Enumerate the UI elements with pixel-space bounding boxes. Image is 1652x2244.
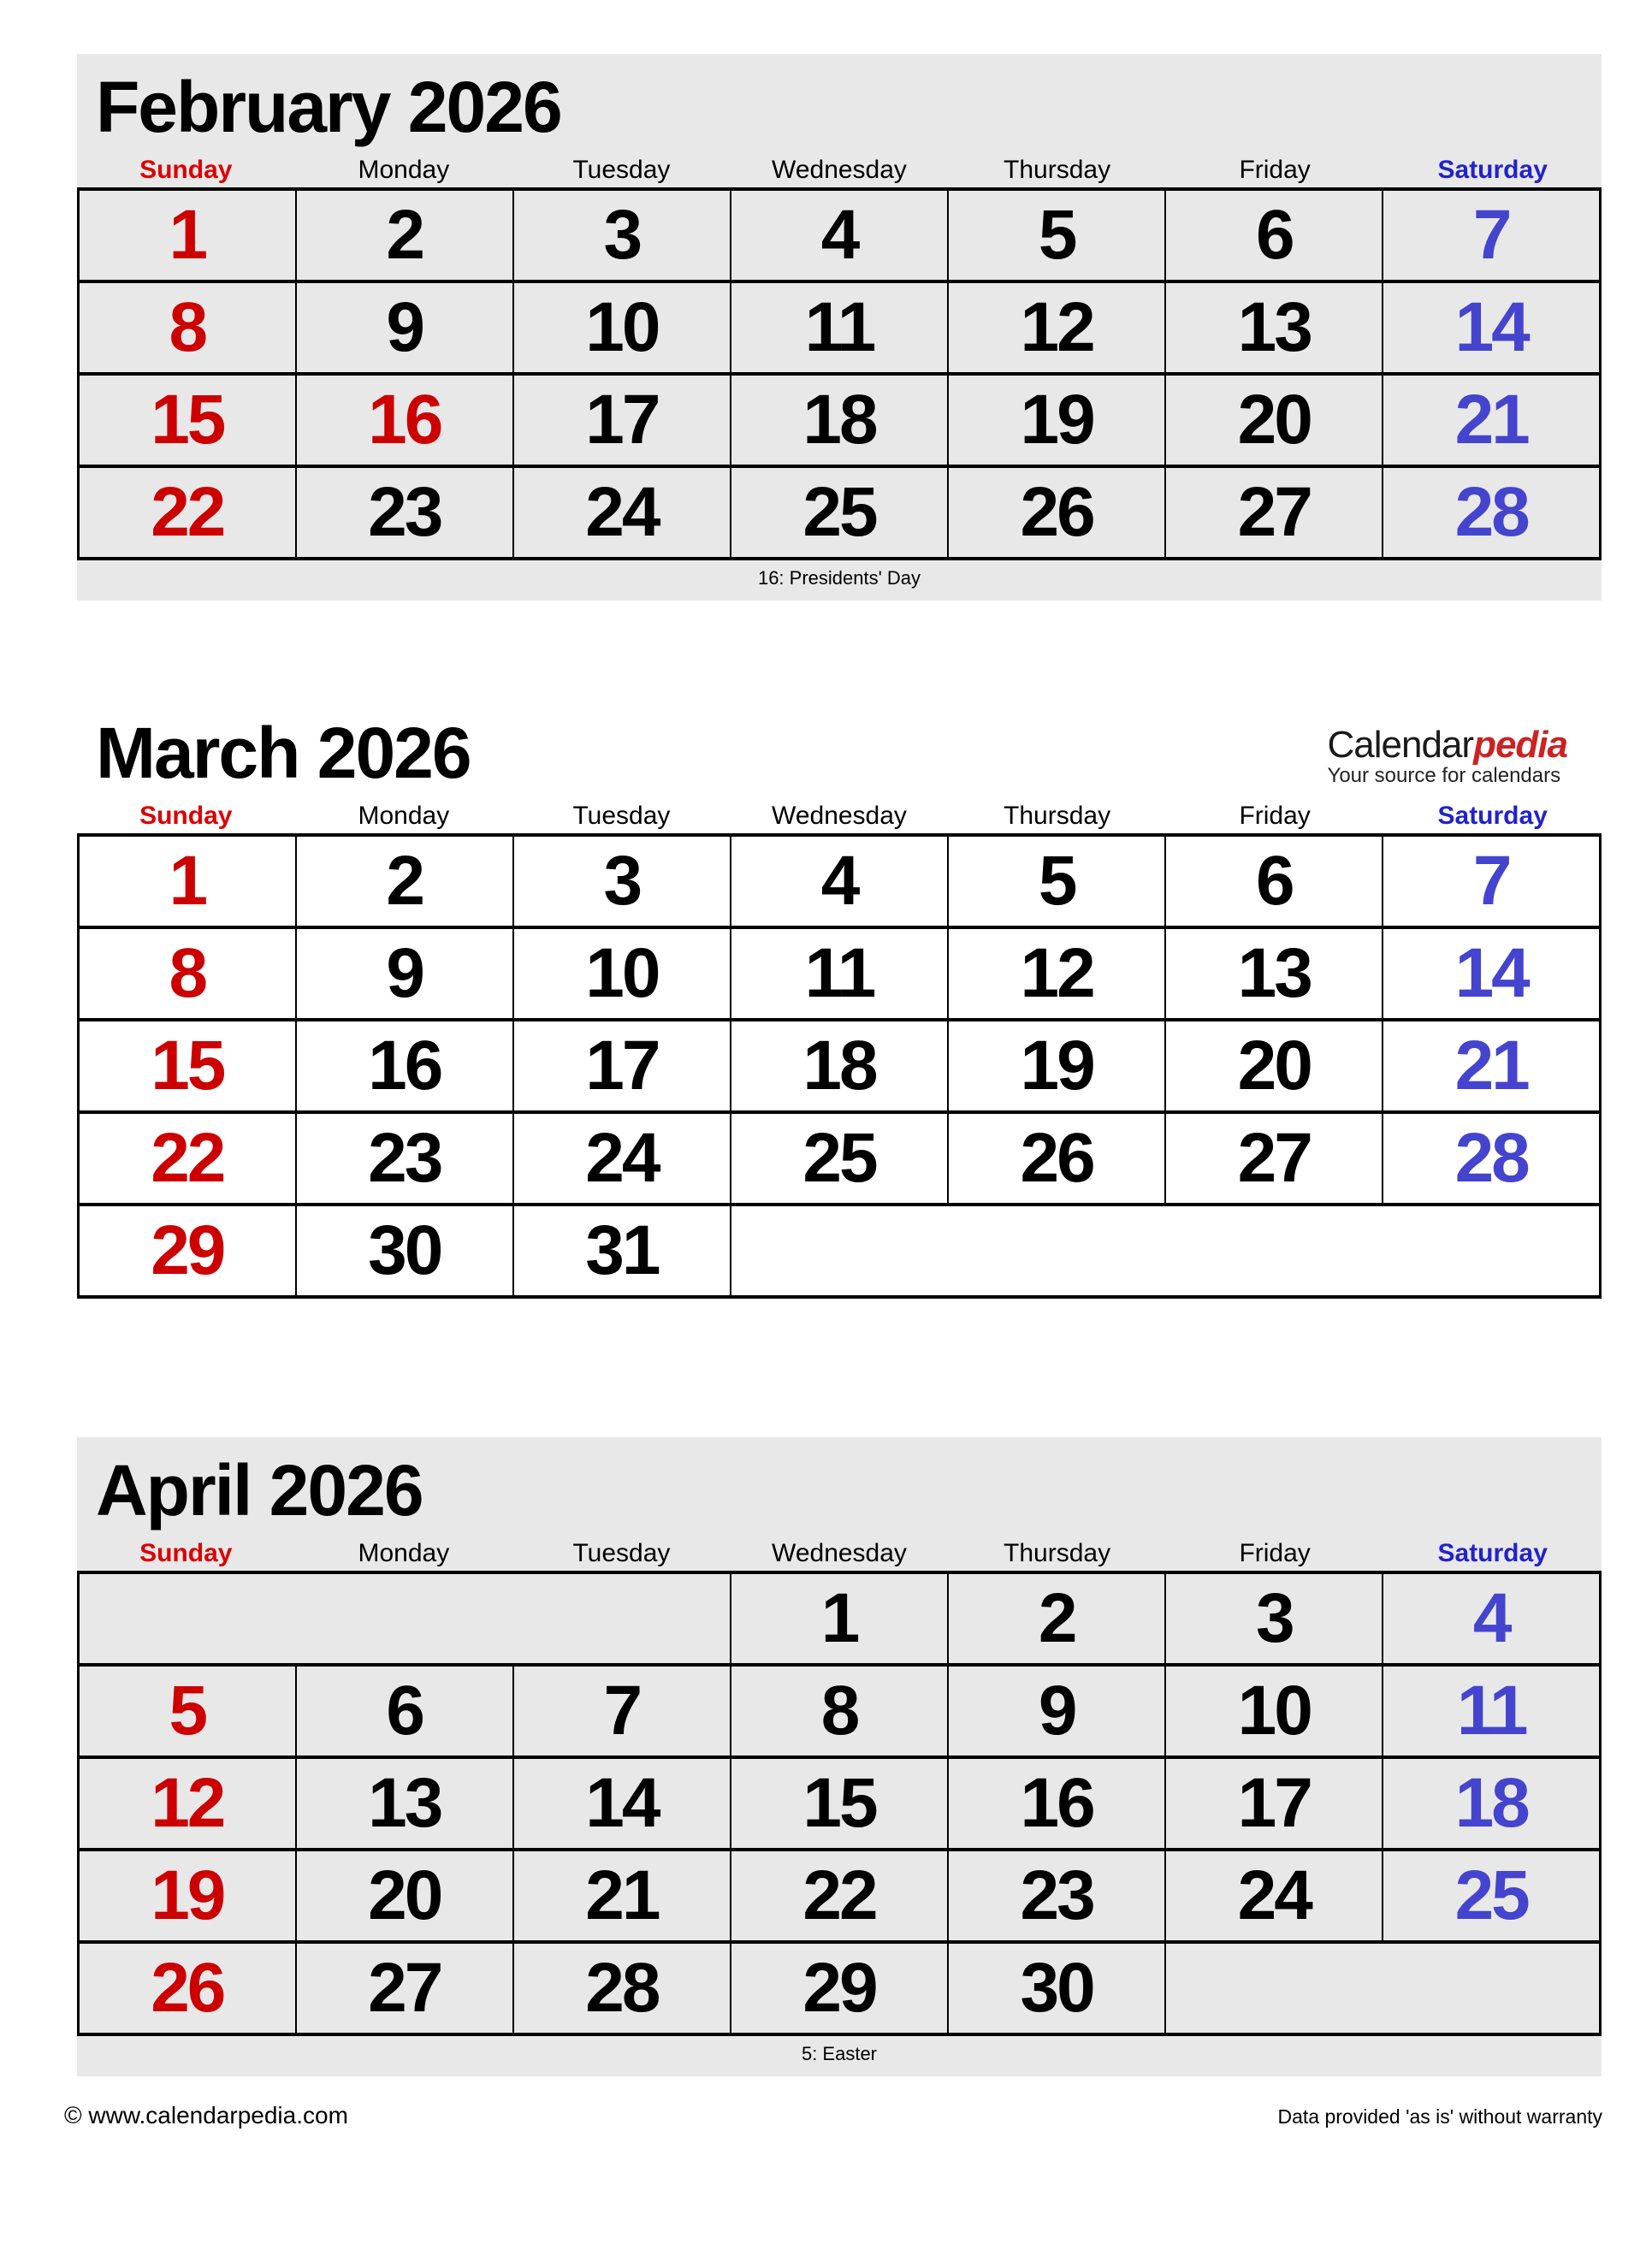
day-cell: 18 [1383, 1757, 1600, 1850]
day-cell: 28 [1383, 1112, 1600, 1205]
day-cell: 2 [296, 835, 513, 927]
day-cell: 30 [948, 1942, 1165, 2034]
day-cell: 5 [79, 1665, 296, 1757]
day-cell: 10 [513, 281, 731, 374]
day-cell: 9 [296, 927, 513, 1020]
weekday-label: Tuesday [572, 802, 671, 830]
month-title: March 2026 [96, 713, 471, 793]
day-cell: 12 [948, 281, 1165, 374]
weekday-label: Monday [358, 156, 450, 184]
copyright-link[interactable]: © www.calendarpedia.com [64, 2102, 348, 2129]
page-footer [64, 2102, 1602, 2129]
day-cell: 2 [296, 189, 513, 281]
day-cell: 27 [1165, 466, 1383, 559]
calendar-grid [77, 833, 1602, 1299]
day-cell: 26 [79, 1942, 296, 2034]
weekday-label: Wednesday [772, 1539, 907, 1567]
day-cell: 22 [79, 466, 296, 559]
weekday-label: Saturday [1437, 1539, 1548, 1567]
day-cell: 25 [731, 466, 948, 559]
weekday-label: Tuesday [572, 156, 671, 184]
month-title-row [77, 68, 1602, 146]
day-cell: 29 [79, 1205, 296, 1297]
day-cell: 1 [79, 189, 296, 281]
calendar-grid [77, 1571, 1602, 2036]
month-section-april [77, 1437, 1602, 2076]
month-title: April 2026 [96, 1450, 423, 1531]
logo-tagline: Your source for calendars [1327, 764, 1561, 787]
weekday-label: Friday [1239, 1539, 1311, 1567]
day-cell: 7 [1383, 835, 1600, 927]
calendarpedia-logo[interactable] [1328, 725, 1567, 787]
day-cell: 26 [948, 466, 1165, 559]
day-cell: 17 [1165, 1757, 1383, 1850]
logo-text-calendar: Calendar [1327, 724, 1474, 766]
calendar-grid [77, 187, 1602, 560]
weekday-header-row [77, 146, 1602, 187]
day-cell: 23 [296, 466, 513, 559]
day-cell: 29 [731, 1942, 948, 2034]
day-cell: 4 [731, 189, 948, 281]
day-cell: 20 [296, 1850, 513, 1942]
day-cell: 21 [513, 1850, 731, 1942]
day-cell: 1 [731, 1572, 948, 1665]
day-cell: 9 [296, 281, 513, 374]
day-cell: 15 [79, 1020, 296, 1112]
day-cell: 11 [1383, 1665, 1600, 1757]
day-cell: 21 [1383, 374, 1600, 466]
day-cell: 22 [79, 1112, 296, 1205]
disclaimer-text: Data provided 'as is' without warranty [1277, 2105, 1602, 2128]
day-cell: 28 [1383, 466, 1600, 559]
day-cell: 23 [296, 1112, 513, 1205]
month-title-row [77, 1451, 1602, 1530]
day-cell: 7 [513, 1665, 731, 1757]
day-cell: 4 [1383, 1572, 1600, 1665]
day-cell: 24 [513, 466, 731, 559]
day-cell: 5 [948, 189, 1165, 281]
day-cell: 3 [513, 835, 731, 927]
day-cell: 3 [1165, 1572, 1383, 1665]
day-cell: 30 [296, 1205, 513, 1297]
day-cell: 27 [296, 1942, 513, 2034]
weekday-header-row [77, 792, 1602, 833]
day-cell: 19 [79, 1850, 296, 1942]
day-cell: 18 [731, 1020, 948, 1112]
day-cell: 6 [1165, 835, 1383, 927]
day-cell: 7 [1383, 189, 1600, 281]
day-cell: 26 [948, 1112, 1165, 1205]
day-cell: 11 [731, 927, 948, 1020]
weekday-label: Thursday [1004, 1539, 1111, 1567]
holiday-note: 5: Easter [801, 2043, 878, 2064]
day-cell: 28 [513, 1942, 731, 2034]
day-cell: 9 [948, 1665, 1165, 1757]
day-cell: 4 [731, 835, 948, 927]
day-cell: 8 [79, 927, 296, 1020]
day-cell: 17 [513, 1020, 731, 1112]
day-cell: 23 [948, 1850, 1165, 1942]
weekday-label: Monday [358, 802, 450, 830]
day-cell: 10 [1165, 1665, 1383, 1757]
weekday-label: Sunday [139, 802, 233, 830]
day-cell: 17 [513, 374, 731, 466]
day-cell: 27 [1165, 1112, 1383, 1205]
day-cell: 16 [296, 374, 513, 466]
day-cell: 25 [731, 1112, 948, 1205]
day-cell: 8 [731, 1665, 948, 1757]
weekday-label: Thursday [1004, 802, 1111, 830]
weekday-header-row [77, 1530, 1602, 1571]
day-cell: 5 [948, 835, 1165, 927]
weekday-label: Friday [1239, 156, 1311, 184]
weekday-label: Friday [1239, 802, 1311, 830]
day-cell: 10 [513, 927, 731, 1020]
weekday-label: Sunday [139, 1539, 233, 1567]
day-cell: 1 [79, 835, 296, 927]
weekday-label: Monday [358, 1539, 450, 1567]
weekday-label: Wednesday [772, 156, 907, 184]
day-cell: 24 [1165, 1850, 1383, 1942]
day-cell: 11 [731, 281, 948, 374]
month-title: February 2026 [96, 67, 561, 147]
month-section-march [77, 713, 1602, 1299]
day-cell: 13 [296, 1757, 513, 1850]
weekday-label: Sunday [139, 156, 233, 184]
day-cell: 13 [1165, 281, 1383, 374]
day-cell: 13 [1165, 927, 1383, 1020]
day-cell: 16 [948, 1757, 1165, 1850]
weekday-label: Tuesday [572, 1539, 671, 1567]
day-cell: 14 [513, 1757, 731, 1850]
day-cell: 14 [1383, 927, 1600, 1020]
day-cell: 15 [79, 374, 296, 466]
day-cell: 21 [1383, 1020, 1600, 1112]
weekday-label: Thursday [1004, 156, 1111, 184]
day-cell: 31 [513, 1205, 731, 1297]
day-cell: 20 [1165, 1020, 1383, 1112]
day-cell: 19 [948, 1020, 1165, 1112]
day-cell: 15 [731, 1757, 948, 1850]
day-cell: 25 [1383, 1850, 1600, 1942]
weekday-label: Saturday [1437, 802, 1548, 830]
day-cell: 16 [296, 1020, 513, 1112]
day-cell: 22 [731, 1850, 948, 1942]
empty-cell [79, 1572, 731, 1665]
day-cell: 12 [948, 927, 1165, 1020]
day-cell: 24 [513, 1112, 731, 1205]
weekday-label: Saturday [1437, 156, 1548, 184]
day-cell: 8 [79, 281, 296, 374]
day-cell: 18 [731, 374, 948, 466]
month-section-february [77, 54, 1602, 601]
day-cell: 19 [948, 374, 1165, 466]
day-cell: 14 [1383, 281, 1600, 374]
empty-cell [731, 1205, 1601, 1297]
day-cell: 3 [513, 189, 731, 281]
logo-wordmark [1328, 725, 1567, 765]
empty-cell [1165, 1942, 1600, 2034]
day-cell: 12 [79, 1757, 296, 1850]
holiday-note: 16: Presidents' Day [757, 567, 921, 589]
day-cell: 20 [1165, 374, 1383, 466]
day-cell: 2 [948, 1572, 1165, 1665]
day-cell: 6 [296, 1665, 513, 1757]
month-title-row [77, 713, 1602, 792]
logo-text-pedia: pedia [1473, 724, 1567, 766]
day-cell: 6 [1165, 189, 1383, 281]
weekday-label: Wednesday [772, 802, 907, 830]
